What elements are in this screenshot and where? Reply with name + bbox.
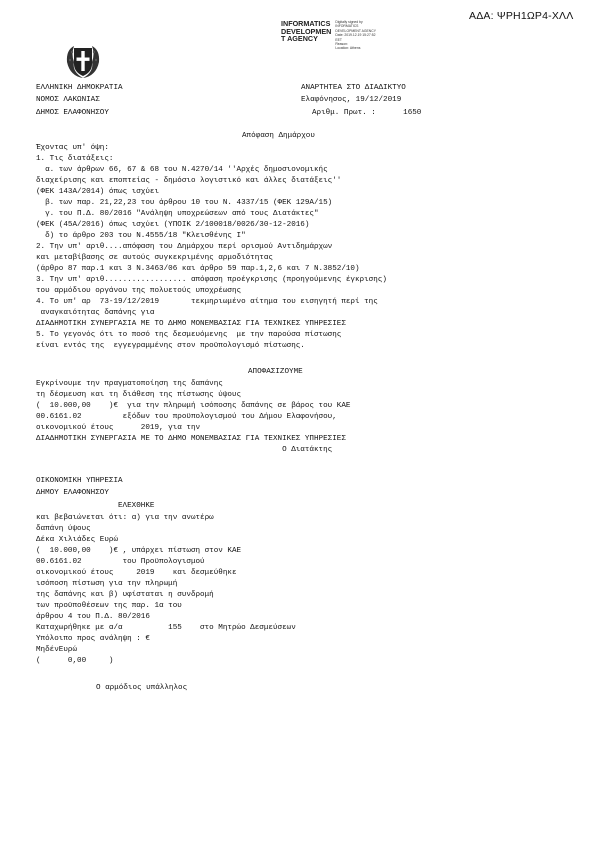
considerations-line: β. των παρ. 21,22,23 του άρθρου 10 του Ν. 4337/15 (ΦΕΚ 129Α/15): [36, 199, 333, 207]
considerations-line: αναγκαιότητας δαπάνης για: [36, 309, 155, 317]
header-country: ΕΛΛΗΝΙΚΗ ΔΗΜΟΚΡΑΤΙΑ: [36, 84, 123, 92]
decision-line: τη δέσμευση και τη διάθεση της πίστωσης ύψους: [36, 391, 242, 399]
finance-service-municipality: ΔΗΜΟΥ ΕΛΑΦΟΝΗΣΟΥ: [36, 489, 109, 497]
ada-code: ΑΔΑ: ΨΡΗ1ΩΡ4-ΧΛΛ: [469, 10, 574, 22]
checked-title: ΕΛΕΧΘΗΚΕ: [118, 502, 155, 510]
considerations-line: γ. του Π.Δ. 80/2016 "Ανάληψη υποχρεώσεων από τους Διατάκτες": [36, 210, 319, 218]
decision-title: ΑΠΟΦΑΣΙΖΟΥΜΕ: [248, 368, 303, 376]
responsible-officer: Ο αρμόδιος υπάλληλος: [96, 684, 188, 692]
checked-line: ισόποση πίστωση για την πληρωμή: [36, 580, 178, 588]
header-post-online: ΑΝΑΡΤΗΤΕΑ ΣΤΟ ΔΙΑΔΙΚΤΥΟ: [301, 84, 406, 92]
checked-line: άρθρου 4 του Π.Δ. 80/2016: [36, 613, 150, 621]
decision-line: οικονομικού έτους 2019, για την: [36, 424, 201, 432]
checked-line: ΜηδένΕυρώ: [36, 646, 78, 654]
checked-line: και βεβαιώνεται ότι: α) για την ανωτέρω: [36, 514, 214, 522]
considerations-line: δ) το άρθρο 203 του Ν.4555/18 "Κλεισθένης Ι": [36, 232, 246, 240]
checked-line: δαπάνη ύψους: [36, 525, 91, 533]
greek-coat-of-arms-icon: [62, 40, 104, 82]
considerations-line: (άρθρο 87 παρ.1 και 3 Ν.3463/06 και άρθρο 59 παρ.1,2,6 και 7 Ν.3852/10): [36, 265, 360, 273]
considerations-line: 3. Την υπ' αριθ.................. απόφαση προέγκρισης (προηγούμενης έγκρισης): [36, 276, 387, 284]
agency-name: INFORMATICS DEVELOPMEN T AGENCY: [281, 19, 332, 44]
checked-line: Υπόλοιπο προς ανάληψη : €: [36, 635, 150, 643]
finance-service-title: ΟΙΚΟΝΟΜΙΚΗ ΥΠΗΡΕΣΙΑ: [36, 477, 123, 485]
header-date: Ελαφόνησος, 19/12/2019: [301, 96, 402, 104]
header-municipality: ΔΗΜΟΣ ΕΛΑΦΟΝΗΣΟΥ: [36, 109, 109, 117]
checked-line: Δέκα Χιλιάδες Ευρώ: [36, 536, 119, 544]
checked-line: Καταχωρήθηκε με α/α 155 στο Μητρώο Δεσμεύσεων: [36, 624, 296, 632]
considerations-line: (ΦΕΚ (45Α/2016) όπως ισχύει (ΥΠΟΙΚ 2/100018/0026/30-12-2016): [36, 221, 310, 229]
considerations-line: Έχοντας υπ' όψη:: [36, 144, 109, 152]
decision-line: Εγκρίνουμε την πραγματοποίηση της δαπάνης: [36, 380, 223, 388]
checked-line: της δαπάνης και β) υφίσταται η συνδρομή: [36, 591, 214, 599]
considerations-line: 5. Το γεγονός ότι το ποσό της δεσμευόμενης με την παρούσα πίστωσης: [36, 331, 342, 339]
decision-line: 00.6161.02 εξόδων του προϋπολογισμού του Δήμου Ελαφονήσου,: [36, 413, 337, 421]
considerations-line: και μεταβίβασης σε αυτούς συγκεκριμένης αρμοδιότητας: [36, 254, 273, 262]
document-title: Απόφαση Δημάρχου: [242, 132, 315, 140]
signatory-line: Ο Διατάκτης: [36, 446, 333, 454]
checked-line: οικονομικού έτους 2019 και δεσμεύθηκε: [36, 569, 237, 577]
considerations-line: ΔΙΑΔΗΜΟΤΙΚΗ ΣΥΝΕΡΓΑΣΙΑ ΜΕ ΤΟ ΔΗΜΟ ΜΟΝΕΜΒΑΣΙΑΣ ΓΙΑ ΤΕΧΝΙΚΕΣ ΥΠΗΡΕΣΙΕΣ: [36, 320, 346, 328]
checked-line: ( 10.000,00 )€ , υπάρχει πίστωση στον ΚΑΕ: [36, 547, 242, 555]
checked-line: 00.6161.02 του Προϋπολογισμού: [36, 558, 205, 566]
signature-details: Digitally signed by INFORMATICS DEVELOPMENT AGENCY Date: 2019.12.19 15:27:52 EET Reason: Location: Athens: [335, 20, 376, 51]
header-prefecture: ΝΟΜΟΣ ΛΑΚΩΝΙΑΣ: [36, 96, 100, 104]
checked-line: ( 0,00 ): [36, 657, 114, 665]
decision-line: ΔΙΑΔΗΜΟΤΙΚΗ ΣΥΝΕΡΓΑΣΙΑ ΜΕ ΤΟ ΔΗΜΟ ΜΟΝΕΜΒΑΣΙΑΣ ΓΙΑ ΤΕΧΝΙΚΕΣ ΥΠΗΡΕΣΙΕΣ: [36, 435, 346, 443]
considerations-line: 2. Την υπ' αριθ....απόφαση του Δημάρχου περί ορισμού Αντιδημάρχων: [36, 243, 333, 251]
checked-line: των προϋποθέσεων της παρ. 1α του: [36, 602, 182, 610]
considerations-line: του αρμόδιου οργάνου της πολυετούς υποχρέωσης: [36, 287, 242, 295]
decision-line: ( 10.000,00 )€ για την πληρωμή ισόποσης δαπάνης σε βάρος του ΚΑΕ: [36, 402, 351, 410]
considerations-line: διαχείρισης και εποπτείας - δημόσιο λογιστικό και άλλες διατάξεις'': [36, 177, 342, 185]
digital-signature-block: [281, 20, 376, 51]
considerations-line: 1. Τις διατάξεις:: [36, 155, 114, 163]
header-protocol-number: Αριθμ. Πρωτ. : 1650: [312, 109, 422, 117]
considerations-line: είναι εντός της εγγεγραμμένης στον προϋπολογισμό πίστωσης.: [36, 342, 305, 350]
considerations-line: α. των άρθρων 66, 67 & 68 του Ν.4270/14 ''Αρχές δημοσιονομικής: [36, 166, 328, 174]
considerations-line: (ΦΕΚ 143Α/2014) όπως ισχύει: [36, 188, 160, 196]
considerations-line: 4. Το υπ' αρ 73-19/12/2019 τεκμηριωμένο αίτημα του εισηγητή περί της: [36, 298, 378, 306]
